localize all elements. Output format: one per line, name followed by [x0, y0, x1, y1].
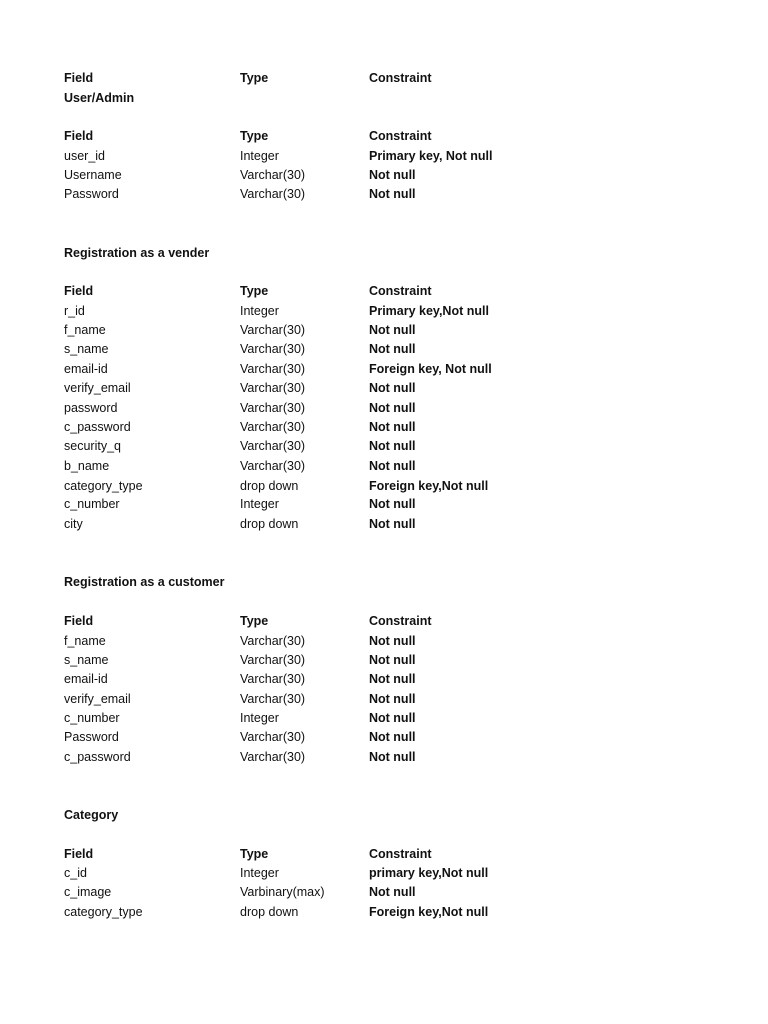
constraint-cell: Not null: [369, 459, 416, 473]
table-row: [0, 457, 768, 476]
type-cell: drop down: [240, 517, 299, 531]
field-cell: b_name: [64, 459, 110, 473]
field-cell: category_type: [64, 905, 143, 919]
type-cell: Varchar(30): [240, 168, 306, 182]
field-cell: c_id: [64, 866, 87, 880]
type-cell: drop down: [240, 479, 299, 493]
field-cell: category_type: [64, 479, 143, 493]
type-cell: Varchar(30): [240, 672, 306, 686]
field-cell: security_q: [64, 439, 121, 453]
table-row: [0, 903, 768, 922]
field-cell: s_name: [64, 653, 109, 667]
header-type: Type: [240, 129, 269, 143]
field-cell: r_id: [64, 304, 85, 318]
section-header-row: [0, 612, 768, 631]
field-cell: city: [64, 517, 83, 531]
type-cell: Varchar(30): [240, 342, 306, 356]
type-cell: drop down: [240, 905, 299, 919]
table-row: [0, 864, 768, 883]
constraint-cell: Not null: [369, 168, 416, 182]
table-row: [0, 728, 768, 747]
top-header-row: [0, 69, 768, 88]
header-type: Type: [240, 847, 269, 861]
header-field: Field: [64, 284, 94, 298]
top-header-type: Type: [240, 71, 269, 85]
type-cell: Varchar(30): [240, 420, 306, 434]
table-row: [0, 379, 768, 398]
top-header-field: Field: [64, 71, 94, 85]
constraint-cell: Not null: [369, 420, 416, 434]
field-cell: c_password: [64, 420, 131, 434]
constraint-cell: Foreign key,Not null: [369, 905, 489, 919]
field-cell: c_number: [64, 711, 120, 725]
type-cell: Integer: [240, 711, 279, 725]
table-row: [0, 418, 768, 437]
field-cell: verify_email: [64, 692, 131, 706]
type-cell: Varchar(30): [240, 401, 306, 415]
type-cell: Integer: [240, 149, 279, 163]
field-cell: verify_email: [64, 381, 131, 395]
header-constraint: Constraint: [369, 284, 432, 298]
constraint-cell: Not null: [369, 342, 416, 356]
type-cell: Integer: [240, 304, 279, 318]
constraint-cell: primary key,Not null: [369, 866, 489, 880]
table-row: [0, 147, 768, 166]
constraint-cell: Not null: [369, 634, 416, 648]
constraint-cell: Not null: [369, 401, 416, 415]
type-cell: Varchar(30): [240, 362, 306, 376]
constraint-cell: Not null: [369, 439, 416, 453]
constraint-cell: Not null: [369, 750, 416, 764]
type-cell: Varchar(30): [240, 634, 306, 648]
table-row: [0, 495, 768, 514]
field-cell: c_image: [64, 885, 112, 899]
table-row: [0, 340, 768, 359]
table-row: [0, 360, 768, 379]
type-cell: Varchar(30): [240, 381, 306, 395]
constraint-cell: Not null: [369, 381, 416, 395]
constraint-cell: Foreign key, Not null: [369, 362, 492, 376]
constraint-cell: Primary key,Not null: [369, 304, 489, 318]
constraint-cell: Not null: [369, 885, 416, 899]
field-cell: email-id: [64, 672, 108, 686]
table-row: [0, 321, 768, 340]
table-row: [0, 690, 768, 709]
header-type: Type: [240, 284, 269, 298]
table-row: [0, 651, 768, 670]
type-cell: Varchar(30): [240, 730, 306, 744]
type-cell: Varchar(30): [240, 459, 306, 473]
constraint-cell: Not null: [369, 497, 416, 511]
header-field: Field: [64, 614, 94, 628]
header-field: Field: [64, 129, 94, 143]
type-cell: Varchar(30): [240, 187, 306, 201]
table-row: [0, 477, 768, 496]
table-row: [0, 302, 768, 321]
field-cell: Username: [64, 168, 122, 182]
type-cell: Varchar(30): [240, 323, 306, 337]
field-cell: c_password: [64, 750, 131, 764]
constraint-cell: Not null: [369, 672, 416, 686]
section-header-row: [0, 845, 768, 864]
section-header-row: [0, 282, 768, 301]
field-cell: password: [64, 401, 118, 415]
table-row: [0, 437, 768, 456]
section-header-row: [0, 127, 768, 146]
constraint-cell: Foreign key,Not null: [369, 479, 489, 493]
top-header-constraint: Constraint: [369, 71, 432, 85]
table-row: [0, 883, 768, 902]
field-cell: f_name: [64, 634, 106, 648]
header-field: Field: [64, 847, 94, 861]
section-title-vender: Registration as a vender: [64, 246, 210, 260]
field-cell: user_id: [64, 149, 105, 163]
constraint-cell: Not null: [369, 187, 416, 201]
type-cell: Varchar(30): [240, 750, 306, 764]
constraint-cell: Not null: [369, 653, 416, 667]
constraint-cell: Not null: [369, 711, 416, 725]
header-constraint: Constraint: [369, 847, 432, 861]
section-title-user-admin: User/Admin: [64, 91, 135, 105]
table-row: [0, 185, 768, 204]
type-cell: Varchar(30): [240, 439, 306, 453]
table-row: [0, 632, 768, 651]
field-cell: s_name: [64, 342, 109, 356]
field-cell: Password: [64, 187, 119, 201]
constraint-cell: Not null: [369, 517, 416, 531]
table-row: [0, 709, 768, 728]
table-row: [0, 670, 768, 689]
header-type: Type: [240, 614, 269, 628]
constraint-cell: Primary key, Not null: [369, 149, 493, 163]
field-cell: f_name: [64, 323, 106, 337]
table-row: [0, 748, 768, 767]
header-constraint: Constraint: [369, 614, 432, 628]
table-row: [0, 166, 768, 185]
type-cell: Varchar(30): [240, 653, 306, 667]
table-row: [0, 515, 768, 534]
constraint-cell: Not null: [369, 692, 416, 706]
table-row: [0, 399, 768, 418]
section-title-category: Category: [64, 808, 119, 822]
header-constraint: Constraint: [369, 129, 432, 143]
field-cell: Password: [64, 730, 119, 744]
section-title-customer: Registration as a customer: [64, 575, 225, 589]
constraint-cell: Not null: [369, 730, 416, 744]
constraint-cell: Not null: [369, 323, 416, 337]
field-cell: email-id: [64, 362, 108, 376]
type-cell: Integer: [240, 497, 279, 511]
type-cell: Integer: [240, 866, 279, 880]
type-cell: Varchar(30): [240, 692, 306, 706]
field-cell: c_number: [64, 497, 120, 511]
type-cell: Varbinary(max): [240, 885, 325, 899]
